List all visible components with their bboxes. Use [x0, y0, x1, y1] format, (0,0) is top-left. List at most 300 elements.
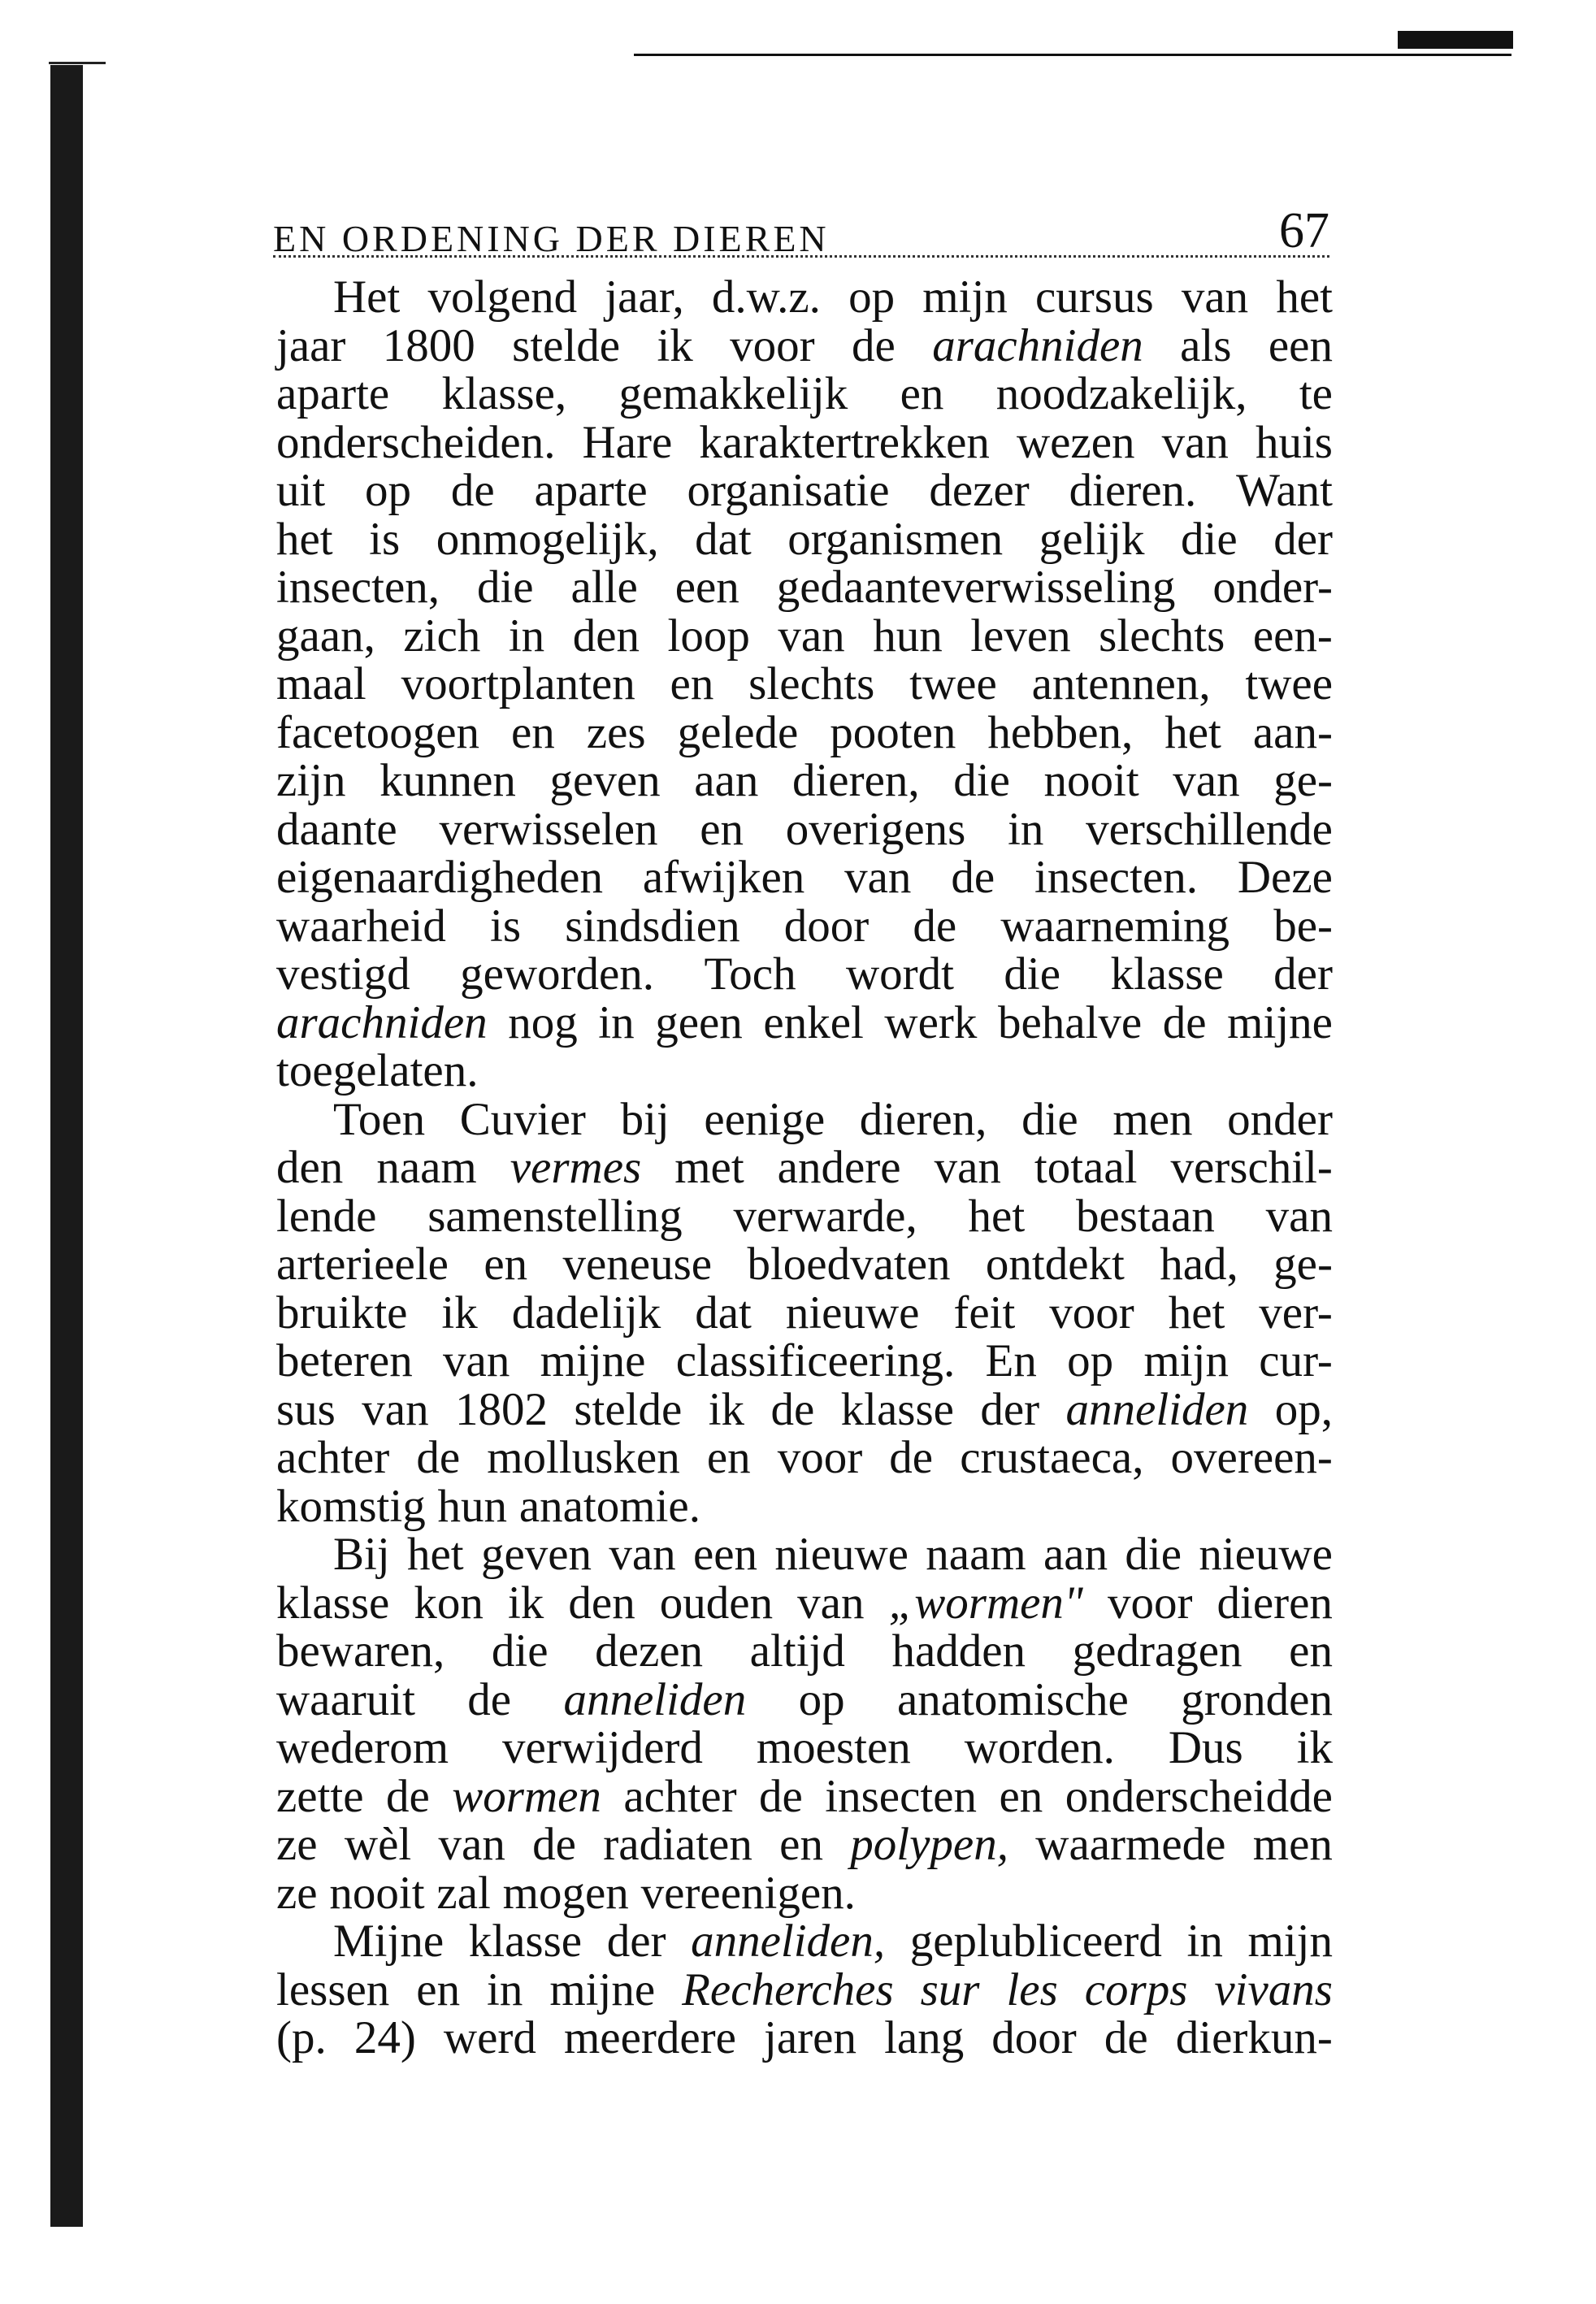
word: dezen: [595, 1625, 704, 1677]
word: ver-: [1259, 1287, 1333, 1339]
word: die: [1021, 1093, 1078, 1145]
word: Het: [333, 271, 401, 323]
word: dieren.: [1069, 465, 1197, 516]
word: van: [362, 1383, 429, 1435]
text-line: [276, 660, 1333, 709]
word: huis: [1255, 416, 1333, 468]
word: Mijne: [333, 1916, 445, 1967]
text-line: [276, 612, 1333, 661]
word: onderscheiden.: [276, 416, 556, 468]
text-line: [276, 1383, 1333, 1435]
word: van: [797, 1577, 865, 1629]
word: en: [511, 706, 555, 758]
text-line: [276, 1724, 1333, 1772]
word: verwijderd: [502, 1722, 703, 1773]
word: den: [568, 1577, 635, 1629]
scan-binding-edge: [50, 65, 83, 2227]
word: enkel: [763, 996, 864, 1048]
word: voor: [730, 319, 815, 371]
word: achter: [276, 1432, 390, 1483]
word: als: [1180, 319, 1232, 371]
word: jaar,: [605, 271, 684, 323]
text-line: [276, 1820, 1333, 1869]
word: eigenaardigheden: [276, 852, 603, 903]
text-line: [276, 805, 1333, 854]
text-line: [276, 466, 1333, 515]
word: organisatie: [687, 465, 890, 516]
word: pooten: [830, 706, 956, 758]
word: op,: [1274, 1383, 1333, 1435]
word: kunnen: [379, 755, 516, 806]
word: leven: [970, 610, 1071, 662]
word: zal: [436, 1867, 491, 1919]
text-line: [276, 1772, 1333, 1821]
word: bruikte: [276, 1287, 408, 1339]
text-line: [276, 706, 1333, 758]
word: in: [487, 1963, 523, 2015]
word: aparte: [276, 368, 390, 419]
word: het: [407, 1529, 464, 1580]
text-line: [276, 273, 1333, 322]
word: slechts: [748, 658, 875, 709]
word: het: [968, 1190, 1026, 1242]
word: van: [778, 610, 845, 662]
word: de: [532, 1819, 576, 1870]
word: volgend: [427, 271, 578, 323]
text-line: [276, 1579, 1333, 1628]
word: gedaanteverwisseling: [776, 562, 1176, 613]
word: en: [670, 658, 714, 709]
word: overigens: [785, 803, 966, 855]
word: antennen,: [1031, 658, 1211, 709]
running-head-title: EN ORDENING DER DIEREN: [273, 218, 830, 259]
word: bewaren,: [276, 1625, 445, 1677]
word: gedragen: [1072, 1625, 1243, 1677]
word: voor: [777, 1432, 863, 1483]
word: is: [369, 513, 401, 565]
word: van: [609, 1529, 676, 1580]
word: het: [1164, 706, 1221, 758]
word: kon: [414, 1577, 484, 1629]
word: van: [1265, 1190, 1333, 1242]
word: zes: [586, 706, 646, 758]
word: van: [443, 1335, 510, 1386]
word: anatomische: [896, 1673, 1129, 1725]
word: naam: [926, 1529, 1026, 1580]
scan-edge-tick: [49, 62, 106, 64]
word: de: [386, 1770, 430, 1822]
word: wederom: [276, 1722, 449, 1773]
word: hun: [437, 1480, 508, 1532]
word: het: [1276, 271, 1333, 323]
word: altijd: [749, 1625, 845, 1677]
word: insecten: [825, 1770, 978, 1822]
word: een: [1268, 319, 1333, 371]
word: uit: [276, 465, 326, 516]
italic-word: arachniden: [276, 996, 488, 1048]
word: ik: [708, 1383, 745, 1435]
word: slechts: [1099, 610, 1225, 662]
text-line: [276, 370, 1333, 419]
word: mijne: [1227, 996, 1333, 1048]
text-line: [276, 1093, 1333, 1145]
word: 24): [353, 2012, 416, 2063]
word: op: [848, 271, 896, 323]
word: Bij: [333, 1529, 390, 1580]
text-line: [276, 1482, 1333, 1531]
word: organismen: [787, 513, 1004, 565]
text-line: [276, 950, 1333, 999]
word: werk: [884, 996, 978, 1048]
word: waarheid: [276, 900, 446, 952]
word: noodzakelijk,: [995, 368, 1247, 419]
word: karaktertrekken: [699, 416, 990, 468]
word: ge-: [1273, 1239, 1333, 1290]
word: toegelaten.: [276, 1045, 479, 1096]
word: nooit: [329, 1867, 425, 1919]
word: ge-: [1273, 755, 1333, 806]
word: sindsdien: [565, 900, 740, 952]
word: overeen-: [1170, 1432, 1333, 1483]
text-line: [276, 1143, 1333, 1192]
word: samenstelling: [427, 1190, 683, 1242]
word: de: [951, 852, 995, 903]
word: Hare: [582, 416, 673, 468]
word: mogen: [502, 1867, 629, 1919]
word: twee: [1245, 658, 1333, 709]
word: Toch: [704, 948, 796, 1000]
word: geven: [480, 1529, 592, 1580]
word: lessen: [276, 1963, 390, 2015]
word: die: [1125, 1529, 1182, 1580]
word: en: [1289, 1625, 1333, 1677]
word: cursus: [1035, 271, 1154, 323]
word: klasse,: [441, 368, 567, 419]
word: en: [999, 1770, 1043, 1822]
word: bestaan: [1075, 1190, 1215, 1242]
word: stelde: [512, 319, 621, 371]
word: facetoogen: [276, 706, 480, 758]
word: lang: [884, 2012, 965, 2063]
italic-word: anneliden: [1065, 1383, 1249, 1435]
word: door: [991, 2012, 1077, 2063]
word: dezer: [929, 465, 1030, 516]
word: behalve: [997, 996, 1143, 1048]
word: in: [598, 996, 635, 1048]
word: dieren,: [859, 1093, 987, 1145]
word: Dus: [1168, 1722, 1243, 1773]
word: geplubliceerd: [909, 1916, 1162, 1967]
word: die: [1004, 948, 1061, 1000]
text-line: [276, 996, 1333, 1048]
italic-word: corps: [1084, 1963, 1188, 2015]
word: ik: [507, 1577, 544, 1629]
word: Deze: [1237, 852, 1333, 903]
text-line: [276, 1963, 1333, 2015]
word: Want: [1236, 465, 1333, 516]
word: onderscheidde: [1065, 1770, 1333, 1822]
word: classificeering.: [675, 1335, 956, 1386]
word: van: [934, 1142, 1001, 1193]
word: daante: [276, 803, 397, 855]
italic-word: Recherches: [682, 1963, 894, 2015]
word: en: [484, 1239, 528, 1290]
top-rule: [634, 54, 1511, 56]
word: klasse: [840, 1383, 954, 1435]
text-line: [276, 416, 1333, 468]
text-line: [276, 1869, 1333, 1918]
word: dat: [695, 1287, 752, 1339]
word: werd: [443, 2012, 536, 2063]
word: geven: [549, 755, 661, 806]
word: insecten.: [1034, 852, 1199, 903]
word: een-: [1252, 610, 1333, 662]
word: bloedvaten: [747, 1239, 951, 1290]
italic-word: sur: [920, 1963, 980, 2015]
word: dierkun-: [1175, 2012, 1333, 2063]
word: wordt: [846, 948, 954, 1000]
word: voor: [1107, 1577, 1193, 1629]
word: den: [572, 610, 640, 662]
text-line: [276, 1917, 1333, 1966]
word: en: [416, 1963, 461, 2015]
word: door: [783, 900, 870, 952]
word: loop: [667, 610, 750, 662]
word: achter: [623, 1770, 737, 1822]
word: sus: [276, 1383, 336, 1435]
italic-word: les: [1006, 1963, 1058, 2015]
word: op: [798, 1673, 845, 1725]
word: het: [276, 513, 333, 565]
word: de: [889, 1432, 934, 1483]
word: bij: [620, 1093, 670, 1145]
word: Cuvier: [459, 1093, 586, 1145]
word: vestigd: [276, 948, 410, 1000]
word: 1800: [382, 319, 475, 371]
italic-word: wormen: [452, 1770, 601, 1822]
word: zijn: [276, 755, 346, 806]
italic-word: vivans: [1214, 1963, 1333, 2015]
italic-word: vermes: [510, 1142, 642, 1193]
word: mijne: [540, 1335, 646, 1386]
italic-word: arachniden: [932, 319, 1143, 371]
word: men: [1112, 1093, 1193, 1145]
word: beteren: [276, 1335, 413, 1386]
word: andere: [777, 1142, 901, 1193]
word: afwijken: [642, 852, 805, 903]
word: mijne: [549, 1963, 656, 2015]
word: ze: [276, 1819, 318, 1870]
word: ik: [657, 319, 693, 371]
word: veneuse: [562, 1239, 713, 1290]
word: hebben,: [987, 706, 1134, 758]
word: verwisselen: [439, 803, 658, 855]
word: der: [1273, 513, 1333, 565]
word: nog: [508, 996, 578, 1048]
word: ontdekt: [985, 1239, 1125, 1290]
word: die: [476, 562, 534, 613]
text-line: [276, 1434, 1333, 1482]
word: nieuwe: [785, 1287, 920, 1339]
word: verschil-: [1170, 1142, 1333, 1193]
word: totaal: [1034, 1142, 1138, 1193]
text-line: [276, 515, 1333, 564]
text-line: [276, 1337, 1333, 1386]
word: waaruit: [276, 1673, 415, 1725]
text-line: [276, 1289, 1333, 1338]
word: arterieele: [276, 1239, 449, 1290]
word: der: [1273, 948, 1333, 1000]
word: zich: [403, 610, 481, 662]
word: ik: [441, 1287, 478, 1339]
word: aan: [694, 755, 759, 806]
word: hun: [873, 610, 943, 662]
word: de: [450, 465, 495, 516]
word: een: [692, 1529, 758, 1580]
word: alle: [570, 562, 638, 613]
word: gronden: [1181, 1673, 1333, 1725]
word: men: [1252, 1819, 1333, 1870]
italic-word: „wormen": [888, 1577, 1083, 1629]
word: te: [1299, 368, 1333, 419]
word: verschillende: [1086, 803, 1333, 855]
word: op: [365, 465, 412, 516]
word: van: [1173, 755, 1240, 806]
word: dat: [695, 513, 752, 565]
text-line: [276, 853, 1333, 902]
word: lende: [276, 1190, 377, 1242]
word: jaar: [276, 319, 346, 371]
word: dieren: [1217, 1577, 1333, 1629]
italic-word: polypen,: [850, 1819, 1008, 1870]
word: en: [700, 803, 744, 855]
word: de: [1162, 996, 1207, 1048]
word: 1802: [454, 1383, 548, 1435]
italic-word: anneliden: [563, 1673, 747, 1725]
word: nieuwe: [774, 1529, 909, 1580]
word: wèl: [344, 1819, 412, 1870]
word: ze: [276, 1867, 318, 1919]
word: geworden.: [460, 948, 655, 1000]
word: twee: [909, 658, 997, 709]
word: klasse: [276, 1577, 390, 1629]
word: eenige: [704, 1093, 826, 1145]
word: onmogelijk,: [436, 513, 659, 565]
word: geen: [655, 996, 743, 1048]
word: gaan,: [276, 610, 375, 662]
word: worden.: [964, 1722, 1115, 1773]
word: de: [913, 900, 957, 952]
word: klasse: [468, 1916, 583, 1967]
text-line: [276, 319, 1333, 371]
word: hadden: [891, 1625, 1026, 1677]
word: (p.: [276, 2012, 327, 2063]
word: anatomie.: [518, 1480, 700, 1532]
text-line: [276, 1047, 1333, 1096]
text-line: [276, 1240, 1333, 1289]
word: stelde: [574, 1383, 683, 1435]
word: den: [276, 1142, 344, 1193]
word: ouden: [659, 1577, 774, 1629]
text-line: [276, 1192, 1333, 1241]
word: gelijk: [1039, 513, 1145, 565]
word: de: [759, 1770, 803, 1822]
word: de: [1104, 2012, 1148, 2063]
word: gelede: [677, 706, 799, 758]
text-line: [276, 2014, 1333, 2063]
word: mijn: [922, 271, 1008, 323]
word: waarmede: [1035, 1819, 1226, 1870]
word: aan-: [1252, 706, 1333, 758]
word: der: [606, 1916, 666, 1967]
word: wezen: [1016, 416, 1135, 468]
word: die: [491, 1625, 549, 1677]
word: cur-: [1259, 1335, 1333, 1386]
word: der: [980, 1383, 1040, 1435]
word: mijn: [1143, 1335, 1229, 1386]
word: is: [490, 900, 522, 952]
word: insecten,: [276, 562, 440, 613]
word: de: [416, 1432, 461, 1483]
text-line: [276, 563, 1333, 612]
word: en: [706, 1432, 751, 1483]
word: van: [1161, 416, 1229, 468]
word: die: [953, 755, 1010, 806]
word: het: [1168, 1287, 1225, 1339]
word: klasse: [1110, 948, 1224, 1000]
word: met: [674, 1142, 744, 1193]
word: voortplanten: [401, 658, 635, 709]
word: in: [508, 610, 545, 662]
running-head: [273, 195, 1329, 260]
word: zette: [276, 1770, 364, 1822]
word: verwarde,: [733, 1190, 917, 1242]
word: vereenigen.: [640, 1867, 856, 1919]
word: onder-: [1212, 562, 1333, 613]
text-line: [276, 757, 1333, 805]
running-head-dotted-rule: [273, 255, 1329, 258]
word: in: [1186, 1916, 1223, 1967]
text-line: [276, 1673, 1333, 1725]
word: nooit: [1043, 755, 1139, 806]
text-line: [276, 1627, 1333, 1676]
word: En: [985, 1335, 1037, 1386]
word: jaren: [764, 2012, 857, 2063]
word: de: [770, 1383, 815, 1435]
word: nieuwe: [1199, 1529, 1333, 1580]
word: mollusken: [487, 1432, 680, 1483]
word: meerdere: [563, 2012, 736, 2063]
text-line: [276, 902, 1333, 951]
word: in: [1008, 803, 1044, 855]
top-rule-heavy: [1398, 31, 1513, 49]
word: waarneming: [1000, 900, 1230, 952]
word: maal: [276, 658, 366, 709]
word: moesten: [756, 1722, 911, 1773]
word: d.w.z.: [711, 271, 821, 323]
body-text: [276, 273, 1333, 2063]
word: radiaten: [603, 1819, 752, 1870]
word: van: [438, 1819, 505, 1870]
word: naam: [376, 1142, 477, 1193]
word: dieren,: [791, 755, 920, 806]
word: dadelijk: [511, 1287, 661, 1339]
word: gemakkelijk: [618, 368, 848, 419]
word: en: [779, 1819, 823, 1870]
word: aan: [1043, 1529, 1108, 1580]
word: onder: [1227, 1093, 1333, 1145]
word: crustaeca,: [960, 1432, 1144, 1483]
